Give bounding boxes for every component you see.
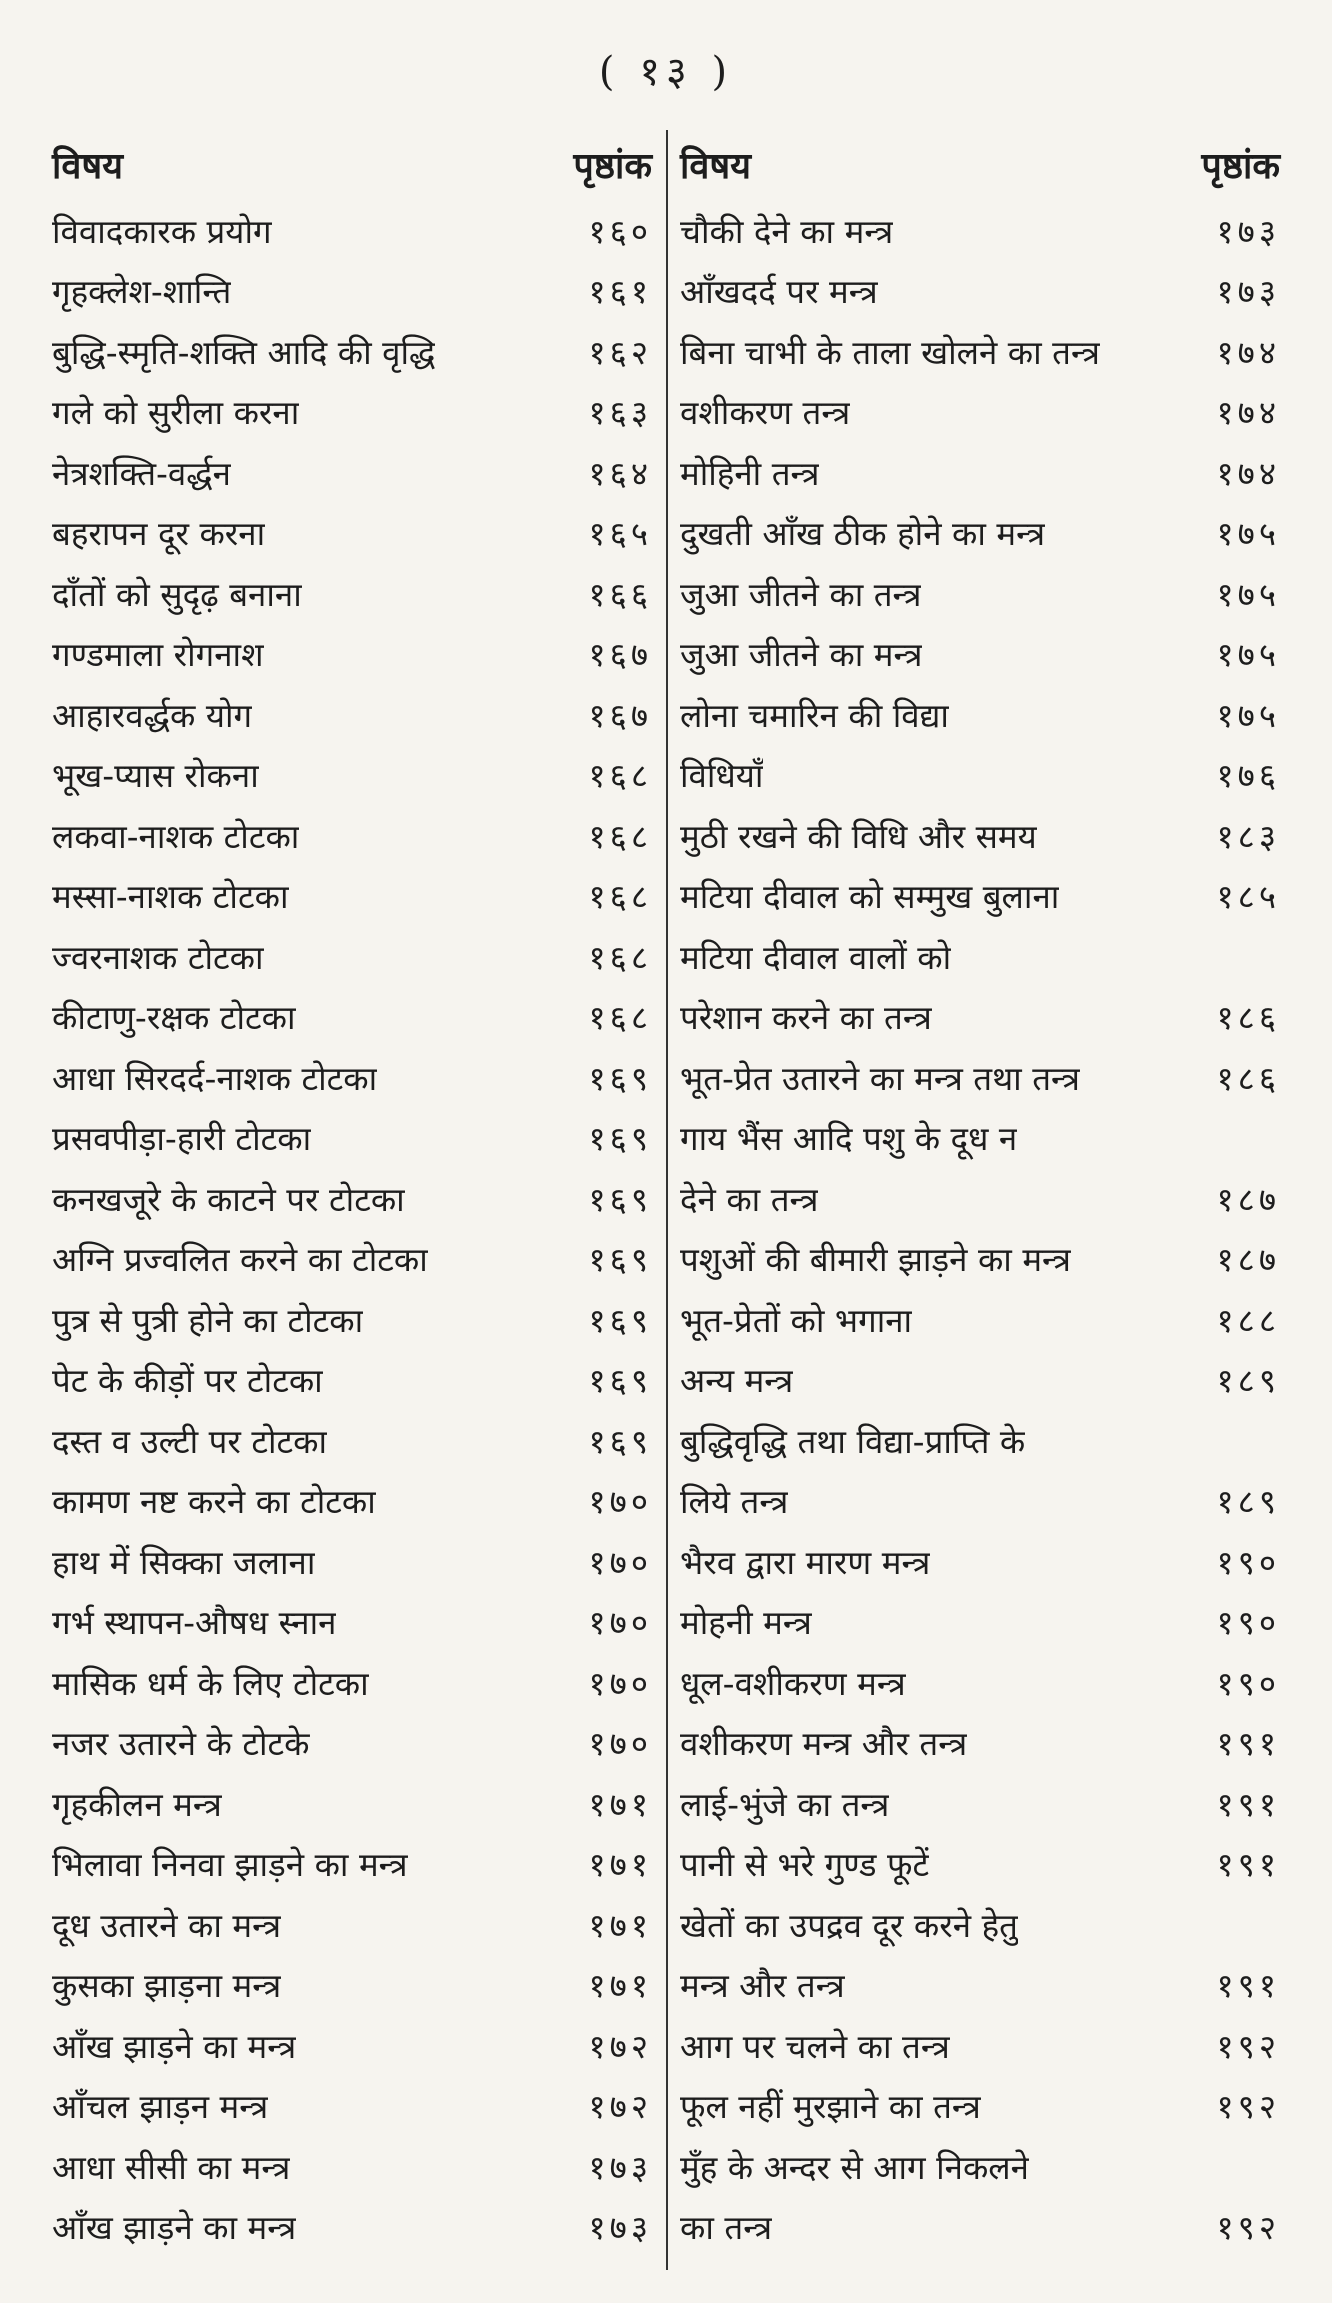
- entry-page-number: १९२: [1216, 2087, 1280, 2127]
- toc-entry: [52, 2197, 652, 2258]
- toc-entry: [52, 503, 652, 564]
- toc-entry: [52, 1229, 652, 1290]
- toc-entry: [52, 563, 652, 624]
- entry-title: बहरापन दूर करना: [52, 514, 266, 554]
- toc-entry: [680, 1410, 1280, 1471]
- entry-title: देने का तन्त्र: [680, 1179, 819, 1219]
- toc-entry: [52, 1834, 652, 1895]
- entry-title: भूत-प्रेतों को भगाना: [680, 1300, 913, 1340]
- entry-title: कीटाणु-रक्षक टोटका: [52, 998, 296, 1038]
- entry-page-number: १७४: [1216, 393, 1280, 433]
- entry-title: चौकी देने का मन्त्र: [680, 211, 894, 251]
- entry-title: गण्डमाला रोगनाश: [52, 635, 264, 675]
- entry-page-number: १९२: [1216, 2208, 1280, 2248]
- toc-entry: [52, 684, 652, 745]
- toc-entry: [52, 805, 652, 866]
- entry-title: पेट के कीड़ों पर टोटका: [52, 1361, 323, 1401]
- entry-title: फूल नहीं मुरझाने का तन्त्र: [680, 2087, 981, 2127]
- entry-title: बुद्धि-स्मृति-शक्ति आदि की वृद्धि: [52, 332, 436, 372]
- entry-title: आँख झाड़ने का मन्त्र: [52, 2026, 297, 2066]
- right-entry-list: [680, 200, 1280, 2257]
- toc-entry: [680, 1531, 1280, 1592]
- toc-entry: [680, 2136, 1280, 2197]
- entry-page-number: १७१: [588, 1905, 652, 1945]
- entry-page-number: १७३: [1216, 211, 1280, 251]
- entry-page-number: १६५: [588, 514, 652, 554]
- toc-entry: [52, 1108, 652, 1169]
- entry-page-number: १७०: [588, 1482, 652, 1522]
- entry-page-number: १६७: [588, 635, 652, 675]
- toc-entry: [680, 1592, 1280, 1653]
- entry-page-number: १६०: [588, 211, 652, 251]
- entry-page-number: १७२: [588, 2026, 652, 2066]
- toc-entry: [52, 1168, 652, 1229]
- entry-title: हाथ में सिक्का जलाना: [52, 1542, 316, 1582]
- entry-title: पुत्र से पुत्री होने का टोटका: [52, 1300, 364, 1340]
- entry-title: बिना चाभी के ताला खोलने का तन्त्र: [680, 332, 1100, 372]
- entry-title: दाँतों को सुदृढ़ बनाना: [52, 574, 302, 614]
- toc-entry: [680, 1834, 1280, 1895]
- entry-page-number: १९१: [1216, 1966, 1280, 2006]
- entry-page-number: १६८: [588, 816, 652, 856]
- entry-page-number: १८९: [1216, 1361, 1280, 1401]
- entry-title: गाय भैंस आदि पशु के दूध न: [680, 1119, 1018, 1159]
- entry-page-number: १७५: [1216, 574, 1280, 614]
- toc-entry: [52, 1713, 652, 1774]
- entry-page-number: १६९: [588, 1058, 652, 1098]
- toc-entry: [52, 987, 652, 1048]
- entry-page-number: १७४: [1216, 453, 1280, 493]
- entry-page-number: १६१: [588, 272, 652, 312]
- toc-entry: [52, 1047, 652, 1108]
- entry-page-number: १६९: [588, 1240, 652, 1280]
- toc-entry: [680, 866, 1280, 927]
- toc-entry: [52, 2136, 652, 2197]
- entry-page-number: १६८: [588, 877, 652, 917]
- toc-entry: [52, 1410, 652, 1471]
- entry-title: दुखती आँख ठीक होने का मन्त्र: [680, 514, 1046, 554]
- entry-title: मन्त्र और तन्त्र: [680, 1966, 845, 2006]
- toc-entry: [52, 261, 652, 322]
- entry-page-number: १९१: [1216, 1784, 1280, 1824]
- toc-entry: [52, 382, 652, 443]
- toc-entry: [52, 1652, 652, 1713]
- entry-page-number: १६८: [588, 756, 652, 796]
- entry-page-number: १७३: [588, 2147, 652, 2187]
- toc-entry: [52, 866, 652, 927]
- entry-title: भूत-प्रेत उतारने का मन्त्र तथा तन्त्र: [680, 1058, 1080, 1098]
- entry-title: ज्वरनाशक टोटका: [52, 937, 264, 977]
- entry-page-number: १७६: [1216, 756, 1280, 796]
- entry-title: लकवा-नाशक टोटका: [52, 816, 300, 856]
- toc-entry: [680, 1229, 1280, 1290]
- entry-page-number: १९०: [1216, 1542, 1280, 1582]
- toc-entry: [680, 1471, 1280, 1532]
- toc-entry: [52, 2076, 652, 2137]
- entry-page-number: १७१: [588, 1845, 652, 1885]
- toc-entry: [680, 805, 1280, 866]
- toc-entry: [52, 1955, 652, 2016]
- toc-entry: [680, 1047, 1280, 1108]
- toc-entry: [680, 2015, 1280, 2076]
- toc-entry: [52, 1894, 652, 1955]
- entry-title: भैरव द्वारा मारण मन्त्र: [680, 1542, 931, 1582]
- entry-title: पानी से भरे गुण्ड फूटें: [680, 1845, 930, 1885]
- toc-entry: [680, 624, 1280, 685]
- toc-entry: [680, 1168, 1280, 1229]
- entry-page-number: १६४: [588, 453, 652, 493]
- entry-title: मटिया दीवाल वालों को: [680, 937, 952, 977]
- entry-page-number: १८७: [1216, 1179, 1280, 1219]
- toc-entry: [680, 1289, 1280, 1350]
- toc-entry: [52, 321, 652, 382]
- entry-title: मस्सा-नाशक टोटका: [52, 877, 289, 917]
- entry-title: मटिया दीवाल को सम्मुख बुलाना: [680, 877, 1060, 917]
- entry-title: आधा सीसी का मन्त्र: [52, 2147, 291, 2187]
- entry-title: मुठी रखने की विधि और समय: [680, 816, 1037, 856]
- toc-entry: [680, 442, 1280, 503]
- entry-title: लाई-भुंजे का तन्त्र: [680, 1784, 890, 1824]
- entry-page-number: १७३: [588, 2208, 652, 2248]
- entry-title: जुआ जीतने का तन्त्र: [680, 574, 922, 614]
- toc-entry: [52, 200, 652, 261]
- entry-title: भिलावा निनवा झाड़ने का मन्त्र: [52, 1845, 408, 1885]
- entry-page-number: १७०: [588, 1724, 652, 1764]
- entry-page-number: १६९: [588, 1119, 652, 1159]
- entry-title: लोना चमारिन की विद्या: [680, 695, 949, 735]
- entry-title: गले को सुरीला करना: [52, 393, 300, 433]
- entry-title: भूख-प्यास रोकना: [52, 756, 259, 796]
- entry-page-number: १९०: [1216, 1603, 1280, 1643]
- toc-entry: [52, 624, 652, 685]
- left-entry-list: [52, 200, 652, 2257]
- entry-page-number: १८३: [1216, 816, 1280, 856]
- toc-entry: [52, 1289, 652, 1350]
- entry-page-number: १६९: [588, 1361, 652, 1401]
- page-heading: पृष्ठांक: [1201, 145, 1280, 187]
- entry-title: आधा सिरदर्द-नाशक टोटका: [52, 1058, 378, 1098]
- toc-entry: [52, 2015, 652, 2076]
- entry-page-number: १८९: [1216, 1482, 1280, 1522]
- entry-page-number: १८७: [1216, 1240, 1280, 1280]
- toc-entry: [52, 745, 652, 806]
- entry-page-number: १६६: [588, 574, 652, 614]
- entry-title: जुआ जीतने का मन्त्र: [680, 635, 923, 675]
- toc-entry: [52, 926, 652, 987]
- right-column-header: [680, 128, 1280, 200]
- entry-page-number: १८६: [1216, 1058, 1280, 1098]
- toc-entry: [52, 1531, 652, 1592]
- entry-title: धूल-वशीकरण मन्त्र: [680, 1663, 906, 1703]
- entry-page-number: १६२: [588, 332, 652, 372]
- entry-page-number: १६८: [588, 937, 652, 977]
- entry-title: आग पर चलने का तन्त्र: [680, 2026, 950, 2066]
- subject-heading: विषय: [52, 145, 124, 187]
- entry-title: मोहनी मन्त्र: [680, 1603, 812, 1643]
- entry-title: आँख झाड़ने का मन्त्र: [52, 2208, 297, 2248]
- entry-page-number: १९२: [1216, 2026, 1280, 2066]
- entry-page-number: १८६: [1216, 998, 1280, 1038]
- toc-entry: [680, 745, 1280, 806]
- entry-title: कनखजूरे के काटने पर टोटका: [52, 1179, 405, 1219]
- toc-entry: [52, 442, 652, 503]
- entry-page-number: १९१: [1216, 1845, 1280, 1885]
- entry-title: मासिक धर्म के लिए टोटका: [52, 1663, 369, 1703]
- left-column-header: [52, 128, 652, 200]
- entry-title: विवादकारक प्रयोग: [52, 211, 272, 251]
- toc-entry: [680, 1894, 1280, 1955]
- subject-heading: विषय: [680, 145, 752, 187]
- entry-title: दूध उतारने का मन्त्र: [52, 1905, 282, 1945]
- entry-title: बुद्धिवृद्धि तथा विद्या-प्राप्ति के: [680, 1421, 1026, 1461]
- page-heading: पृष्ठांक: [573, 145, 652, 187]
- toc-entry: [52, 1773, 652, 1834]
- toc-entry: [680, 563, 1280, 624]
- toc-entry: [680, 382, 1280, 443]
- entry-title: का तन्त्र: [680, 2208, 773, 2248]
- toc-entry: [680, 684, 1280, 745]
- entry-title: मुँह के अन्दर से आग निकलने: [680, 2147, 1029, 2187]
- toc-entry: [52, 1592, 652, 1653]
- entry-page-number: १७४: [1216, 332, 1280, 372]
- entry-title: खेतों का उपद्रव दूर करने हेतु: [680, 1905, 1018, 1945]
- entry-title: गृहक्लेश-शान्ति: [52, 272, 232, 312]
- entry-page-number: १९१: [1216, 1724, 1280, 1764]
- entry-page-number: १७३: [1216, 272, 1280, 312]
- entry-title: गृहकीलन मन्त्र: [52, 1784, 222, 1824]
- entry-page-number: १७०: [588, 1542, 652, 1582]
- entry-page-number: १६९: [588, 1179, 652, 1219]
- entry-title: गर्भ स्थापन-औषध स्नान: [52, 1603, 337, 1643]
- entry-page-number: १७१: [588, 1784, 652, 1824]
- toc-entry: [52, 1350, 652, 1411]
- entry-page-number: १६९: [588, 1421, 652, 1461]
- toc-entry: [680, 200, 1280, 261]
- entry-title: आहारवर्द्धक योग: [52, 695, 253, 735]
- toc-entry: [680, 2076, 1280, 2137]
- entry-page-number: १७०: [588, 1663, 652, 1703]
- toc-entry: [680, 1955, 1280, 2016]
- entry-page-number: १६८: [588, 998, 652, 1038]
- entry-title: नजर उतारने के टोटके: [52, 1724, 310, 1764]
- toc-entry: [680, 261, 1280, 322]
- entry-title: प्रसवपीड़ा-हारी टोटका: [52, 1119, 312, 1159]
- toc-entry: [52, 1471, 652, 1532]
- entry-title: दस्त व उल्टी पर टोटका: [52, 1421, 328, 1461]
- entry-page-number: १६९: [588, 1300, 652, 1340]
- entry-page-number: १८८: [1216, 1300, 1280, 1340]
- entry-page-number: १७५: [1216, 635, 1280, 675]
- entry-page-number: १७०: [588, 1603, 652, 1643]
- entry-title: कामण नष्ट करने का टोटका: [52, 1482, 376, 1522]
- entry-title: आँचल झाड़न मन्त्र: [52, 2087, 269, 2127]
- entry-title: नेत्रशक्ति-वर्द्धन: [52, 453, 231, 493]
- entry-page-number: १८५: [1216, 877, 1280, 917]
- toc-entry: [680, 1652, 1280, 1713]
- toc-entry: [680, 926, 1280, 987]
- entry-title: कुसका झाड़ना मन्त्र: [52, 1966, 282, 2006]
- toc-entry: [680, 2197, 1280, 2258]
- entry-title: परेशान करने का तन्त्र: [680, 998, 932, 1038]
- entry-title: विधियाँ: [680, 756, 764, 796]
- entry-title: आँखदर्द पर मन्त्र: [680, 272, 878, 312]
- toc-entry: [680, 503, 1280, 564]
- entry-title: लिये तन्त्र: [680, 1482, 789, 1522]
- entry-title: वशीकरण मन्त्र और तन्त्र: [680, 1724, 968, 1764]
- toc-entry: [680, 1773, 1280, 1834]
- toc-entry: [680, 1713, 1280, 1774]
- entry-page-number: १९०: [1216, 1663, 1280, 1703]
- entry-page-number: १६७: [588, 695, 652, 735]
- entry-page-number: १७२: [588, 2087, 652, 2127]
- entry-title: अन्य मन्त्र: [680, 1361, 794, 1401]
- entry-page-number: १७५: [1216, 514, 1280, 554]
- entry-page-number: १६३: [588, 393, 652, 433]
- column-divider: [666, 130, 668, 2270]
- toc-entry: [680, 1350, 1280, 1411]
- right-column: [680, 128, 1280, 2257]
- left-column: [52, 128, 652, 2257]
- toc-entry: [680, 1108, 1280, 1169]
- entry-page-number: १७१: [588, 1966, 652, 2006]
- entry-title: अग्नि प्रज्वलित करने का टोटका: [52, 1240, 428, 1280]
- entry-page-number: १७५: [1216, 695, 1280, 735]
- entry-title: पशुओं की बीमारी झाड़ने का मन्त्र: [680, 1240, 1071, 1280]
- toc-entry: [680, 321, 1280, 382]
- toc-entry: [680, 987, 1280, 1048]
- entry-title: वशीकरण तन्त्र: [680, 393, 851, 433]
- page-number: ( १३ ): [598, 49, 734, 95]
- entry-title: मोहिनी तन्त्र: [680, 453, 820, 493]
